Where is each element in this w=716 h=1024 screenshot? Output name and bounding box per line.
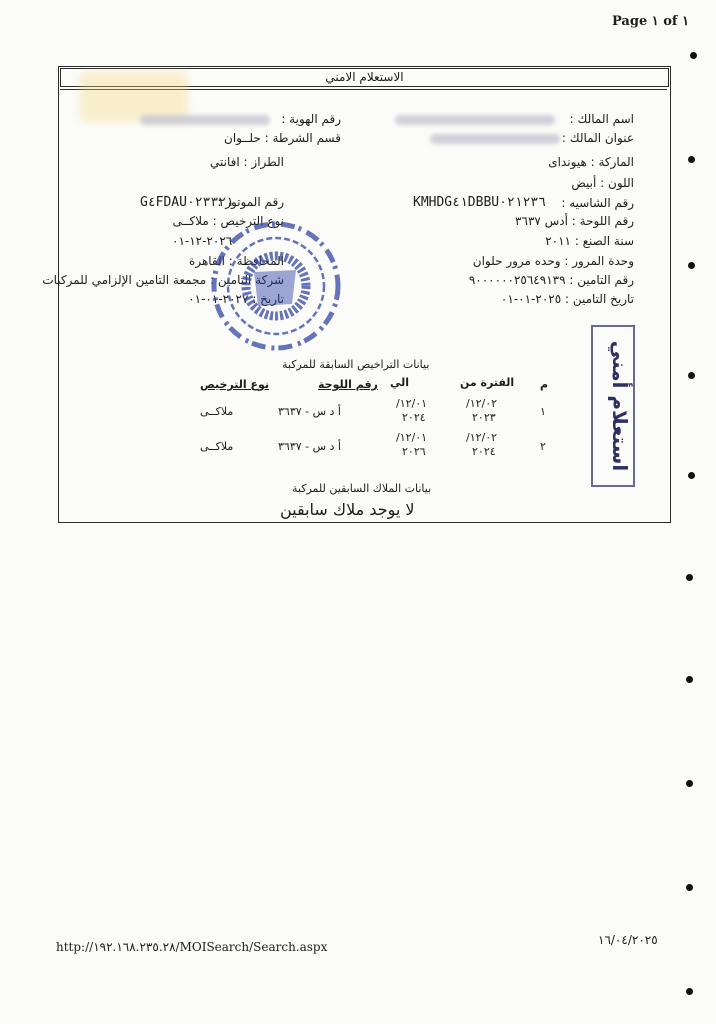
- binder-hole: [688, 472, 695, 479]
- license-expiry: ٢٠٢٦-١٢-٠١: [172, 234, 233, 248]
- police-station: قسم الشرطة : حلــوان: [224, 131, 341, 145]
- svg-text:استعلام أمني: استعلام أمني: [608, 340, 632, 472]
- binder-hole: [686, 780, 693, 787]
- security-stamp-icon: [586, 322, 640, 492]
- previous-licenses-heading: بيانات التراخيص السابقة للمركبة: [282, 358, 430, 371]
- row2-plate: أ د س - ٣٦٣٧: [278, 440, 341, 453]
- row1-plate: أ د س - ٣٦٣٧: [278, 405, 341, 418]
- binder-hole: [686, 676, 693, 683]
- chassis-label: رقم الشاسيه :: [561, 196, 634, 210]
- insurance-number: رقم التامين : ٩٠٠٠٠٠٠٢٥٦٤٩١٣٩: [468, 273, 634, 287]
- binder-hole: [686, 988, 693, 995]
- col-from: الفترة من: [460, 376, 515, 389]
- previous-owners-heading: بيانات الملاك السابقين للمركبة: [292, 482, 432, 495]
- official-seal-icon: [196, 212, 356, 362]
- redacted-id-number: [140, 115, 270, 125]
- insurance-end: تاريخ : ٢٠٢٧-٠١-٠١: [188, 292, 284, 306]
- row1-type: ملاكــى: [200, 405, 234, 418]
- row1-to-year: ٢٠٢٤: [402, 411, 426, 424]
- insurance-company: شركة التامين : مجمعة التامين الإلزامي للمركبات: [42, 273, 284, 287]
- row2-from-year: ٢٠٢٤: [472, 445, 496, 458]
- row2-index: ٢: [540, 440, 546, 453]
- col-plate: رقم اللوحة: [318, 378, 378, 391]
- binder-hole: [688, 372, 695, 379]
- footer-url: http://١٩٢.١٦٨.٢٣٥.٢٨/MOISearch/Search.aspx: [56, 940, 328, 954]
- binder-hole: [688, 156, 695, 163]
- document-title: الاستعلام الامني: [60, 68, 669, 87]
- owner-name-label: اسم المالك :: [569, 112, 634, 126]
- vehicle-model: الطراز : افانتي: [210, 155, 284, 169]
- binder-hole: [686, 884, 693, 891]
- id-number-label: رقم الهوية :: [281, 112, 341, 126]
- vehicle-brand: الماركة : هيونداى: [548, 155, 634, 169]
- chassis-value: KMHDG٤١DBBU٠٢١٢٣٦: [413, 195, 547, 210]
- plate-number: رقم اللوحة : أدس ٣٦٣٧: [515, 214, 634, 228]
- binder-hole: [686, 574, 693, 581]
- owner-address-label: عنوان المالك :: [561, 131, 634, 145]
- binder-hole: [688, 262, 695, 269]
- motor-value: G٤FDAU٠٢٣٣٢١: [140, 195, 234, 210]
- row1-from-year: ٢٠٢٣: [472, 411, 496, 424]
- motor-label: رقم الموتور :: [217, 195, 284, 209]
- row1-from-date: /١٢/٠٢: [466, 397, 498, 410]
- footer-date: ١٦/٠٤/٢٠٢٥: [598, 933, 658, 947]
- row2-to-date: /١٢/٠١: [396, 431, 428, 444]
- row1-index: ١: [540, 405, 546, 418]
- redacted-owner-name: [395, 115, 555, 125]
- page-number: Page ١ of ١: [612, 14, 690, 29]
- row1-to-date: /١٢/٠١: [396, 397, 428, 410]
- redacted-owner-address: [430, 134, 560, 144]
- traffic-unit: وحدة المرور : وحده مرور حلوان: [472, 254, 634, 268]
- governorate: المحافظة : القاهرة: [189, 254, 284, 268]
- previous-owners-value: لا يوجد ملاك سابقين: [280, 500, 415, 519]
- license-type: نوع الترخيص : ملاكــى: [172, 214, 284, 228]
- manufacture-year: سنة الصنع : ٢٠١١: [545, 234, 634, 248]
- col-to: الي: [390, 376, 410, 389]
- row2-from-date: /١٢/٠٢: [466, 431, 498, 444]
- col-index: م: [540, 378, 549, 391]
- row2-to-year: ٢٠٢٦: [402, 445, 426, 458]
- vehicle-color: اللون : أبيض: [571, 176, 634, 190]
- insurance-date: تاريخ التامين : ٢٠٢٥-٠١-٠١: [500, 292, 634, 306]
- binder-hole: [690, 52, 697, 59]
- row2-type: ملاكــى: [200, 440, 234, 453]
- col-license-type: نوع الترخيص: [200, 378, 270, 391]
